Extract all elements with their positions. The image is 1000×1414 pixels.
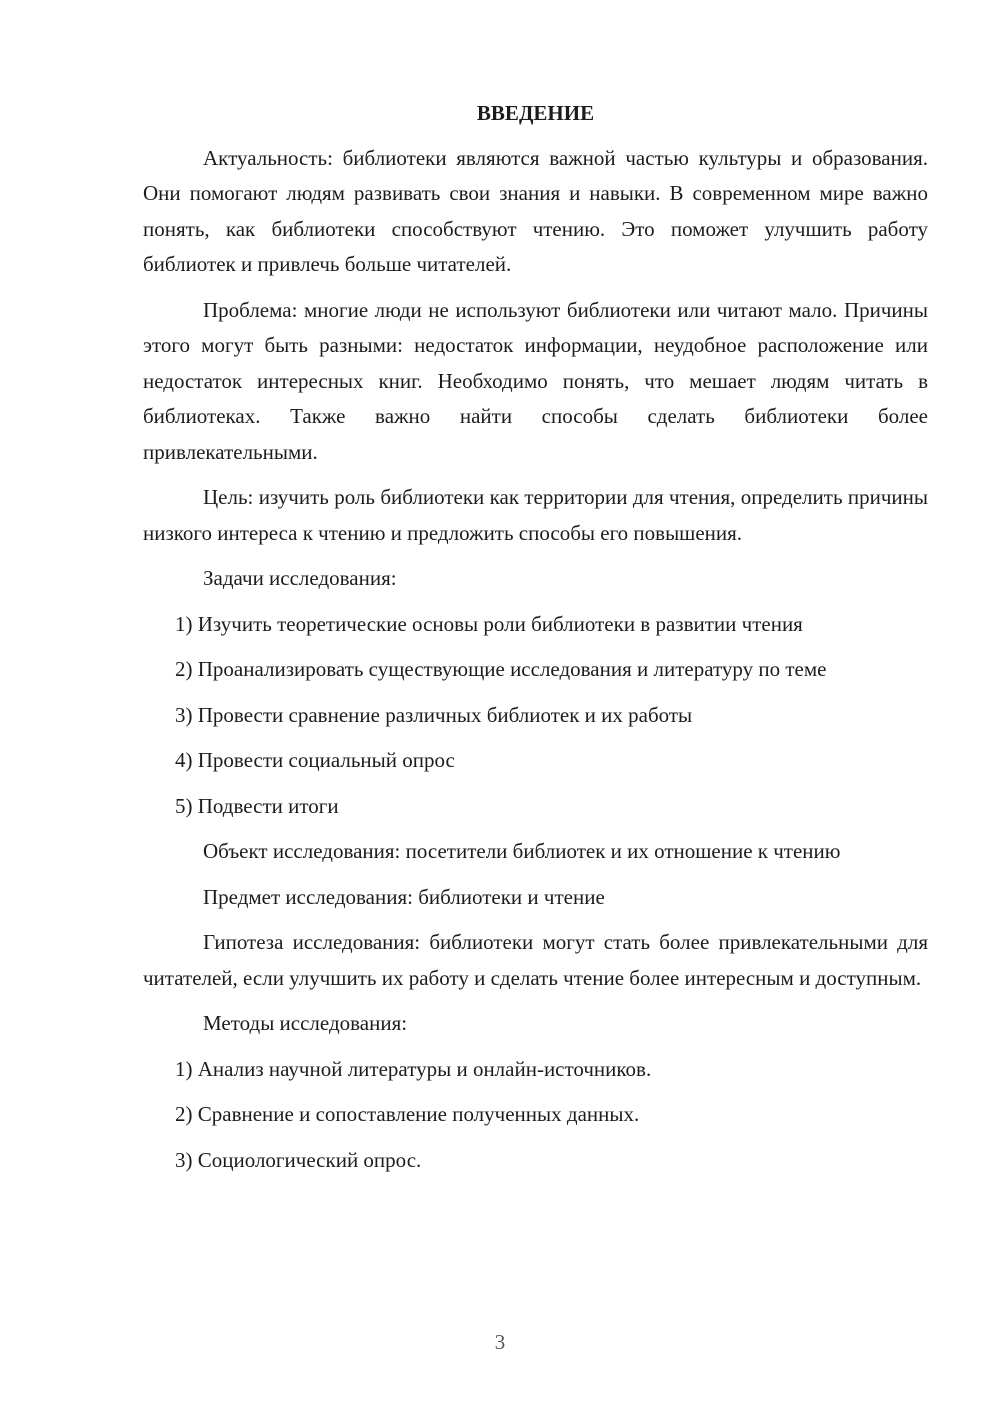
relevance-paragraph: Актуальность: библиотеки являются важной частью культуры и образования. Они помогают людям развивать свои знания и навыки. В современном мире важно понять, как библиотеки способствуют чтению. Это поможет улучшить работу библиотек и привлечь больше читателей. bbox=[143, 145, 928, 276]
task-item: 5) Подвести итоги bbox=[175, 793, 339, 818]
hypothesis-paragraph: Гипотеза исследования: библиотеки могут стать более привлекательными для читателей, если улучшить их работу и сделать чтение более интересным и доступным. bbox=[143, 930, 928, 990]
problem-paragraph: Проблема: многие люди не используют библиотеки или читают мало. Причины этого могут быть разными: недостаток информации, неудобное расположение или недостаток интересных книг. Необходимо понять, что мешает людям читать в библиотеках. Также важно найти способы сделать библиотеки более привлекательными. bbox=[143, 297, 928, 464]
method-item: 2) Сравнение и сопоставление полученных данных. bbox=[175, 1102, 640, 1126]
tasks-heading: Задачи исследования: bbox=[203, 566, 397, 590]
goal-paragraph: Цель: изучить роль библиотеки как территории для чтения, определить причины низкого интереса к чтению и предложить способы его повышения. bbox=[143, 485, 928, 545]
section-title: ВВЕДЕНИЕ bbox=[476, 101, 595, 125]
task-item: 2) Проанализировать существующие исследования и литературу по теме bbox=[175, 657, 827, 681]
method-item: 1) Анализ научной литературы и онлайн-источников. bbox=[175, 1056, 652, 1081]
method-item: 3) Социологический опрос. bbox=[175, 1147, 422, 1172]
task-item: 1) Изучить теоретические основы роли библиотеки в развитии чтения bbox=[175, 611, 803, 636]
task-item: 3) Провести сравнение различных библиотек и их работы bbox=[175, 702, 693, 727]
object-paragraph: Объект исследования: посетители библиотек и их отношение к чтению bbox=[203, 839, 841, 863]
task-item: 4) Провести социальный опрос bbox=[175, 748, 455, 772]
subject-paragraph: Предмет исследования: библиотеки и чтение bbox=[203, 884, 605, 909]
methods-heading: Методы исследования: bbox=[203, 1011, 408, 1035]
document-page bbox=[143, 96, 928, 1178]
page-number: 3 bbox=[494, 1330, 506, 1354]
